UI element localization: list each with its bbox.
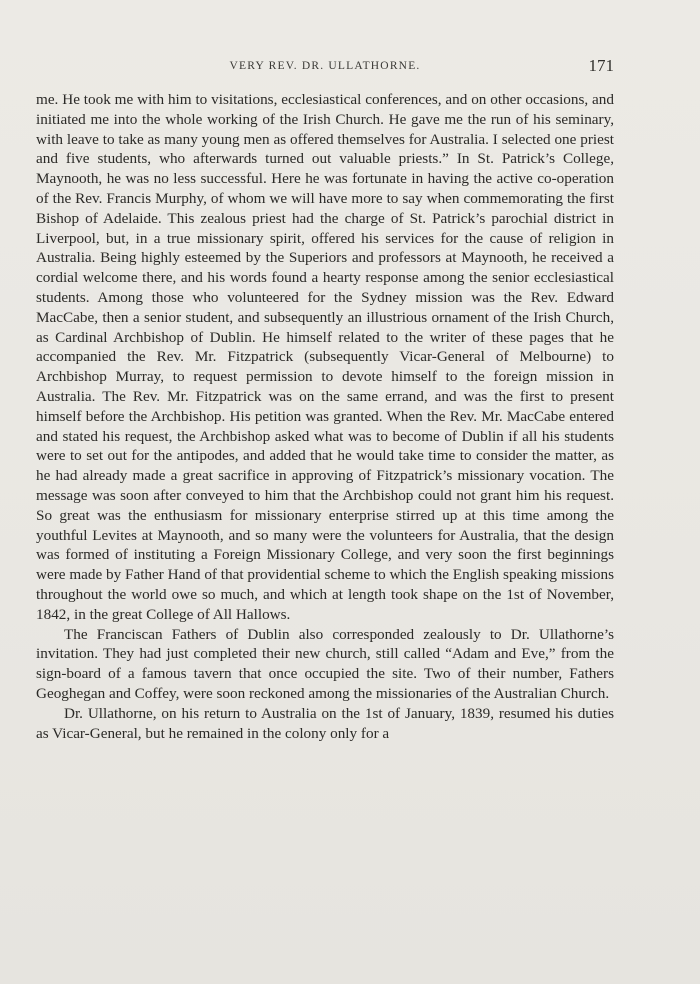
body-text <box>36 90 614 743</box>
paragraph-return-to-australia: Dr. Ullathorne, on his return to Australia on the 1st of January, 1839, resumed his duties as Vicar-General, but he remained in the colony only for a <box>36 704 614 742</box>
paragraph-continuation: me. He took me with him to visitations, ecclesiastical conferences, and on other occasions, and initiated me into the whole working of the Irish Church. He gave me the run of his seminary, with leave to take as many young men as offered themselves for Australia. I selected one priest and five students, who afterwards turned out valuable priests.” In St. Patrick’s College, Maynooth, he was no less successful. Here he was fortunate in having the active co-operation of the Rev. Francis Murphy, of whom we will have more to say when commemorating the first Bishop of Adelaide. This zealous priest had the charge of St. Patrick’s parochial district in Liverpool, but, in a true missionary spirit, offered his services for the cause of religion in Australia. Being highly esteemed by the Superiors and professors at Maynooth, he received a cordial welcome there, and his words found a hearty response among the senior ecclesiastical students. Among those who volunteered for the Sydney mission was the Rev. Edward MacCabe, then a senior student, and subsequently an illustrious ornament of the Irish Church, as Cardinal Archbishop of Dublin. He himself related to the writer of these pages that he accompanied the Rev. Mr. Fitzpatrick (subsequently Vicar-General of Melbourne) to Archbishop Murray, to request permission to devote himself to the foreign mission in Australia. The Rev. Mr. Fitzpatrick was on the same errand, and was the first to present himself before the Archbishop. His petition was granted. When the Rev. Mr. MacCabe entered and stated his request, the Archbishop asked what was to become of Dublin if all his students were to set out for the antipodes, and added that he would take time to consider the matter, as he had already made a great sacrifice in approving of Fitzpatrick’s missionary vocation. The message was soon after conveyed to him that the Archbishop could not grant him his request. So great was the enthusiasm for missionary enterprise stirred up at this time among the youthful Levites at Maynooth, and so many were the volunteers for Australia, that the design was formed of instituting a Foreign Missionary College, and very soon the first beginnings were made by Father Hand of that providential scheme to which the English speaking missions throughout the world owe so much, and which at length took shape on the 1st of November, 1842, in the great College of All Hallows. <box>36 91 614 623</box>
running-head <box>36 56 614 80</box>
page-number: 171 <box>588 56 614 75</box>
running-title: VERY REV. DR. ULLATHORNE. <box>229 60 421 72</box>
paragraph-franciscan-fathers: The Franciscan Fathers of Dublin also corresponded zealously to Dr. Ullathorne’s invitation. They had just completed their new church, still called “Adam and Eve,” from the sign-board of a famous tavern that once occupied the site. Two of their number, Fathers Geoghegan and Coffey, were soon reckoned among the missionaries of the Australian Church. <box>36 625 614 702</box>
